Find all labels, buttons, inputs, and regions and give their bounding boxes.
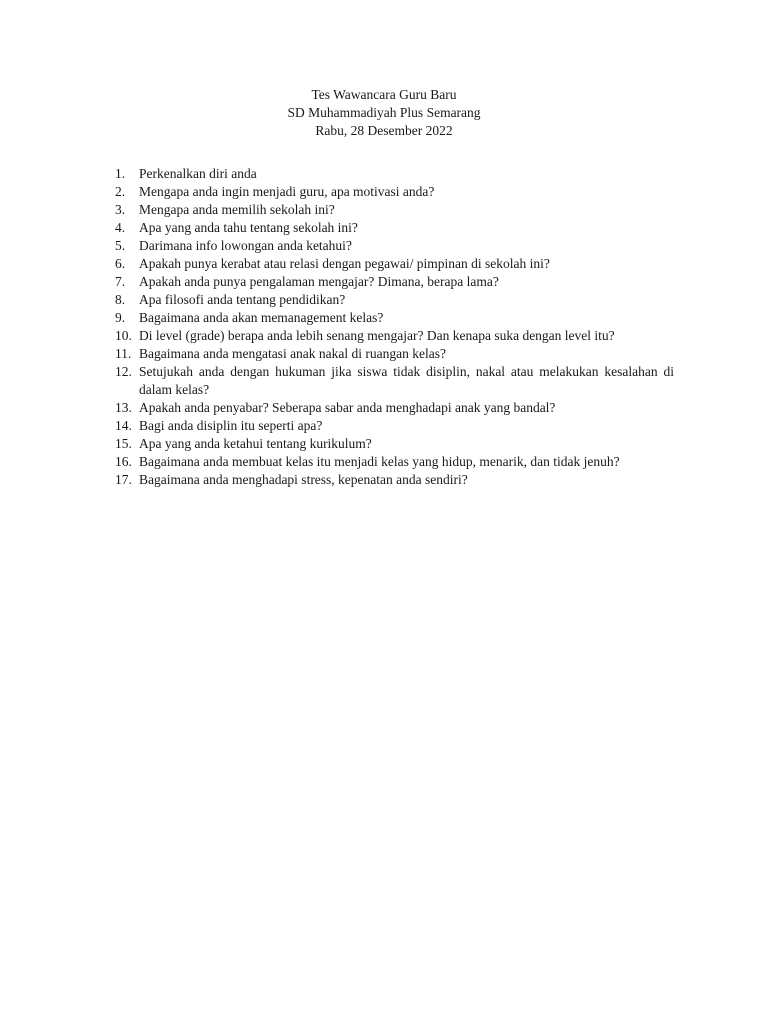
question-item-15 bbox=[115, 435, 674, 453]
question-item-6 bbox=[115, 255, 674, 273]
question-item-3 bbox=[115, 201, 674, 219]
question-item-12 bbox=[115, 363, 674, 399]
question-text: Mengapa anda ingin menjadi guru, apa motivasi anda? bbox=[139, 184, 435, 199]
question-item-14 bbox=[115, 417, 674, 435]
header-title: Tes Wawancara Guru Baru bbox=[311, 87, 457, 102]
question-item-4 bbox=[115, 219, 674, 237]
question-number: 17. bbox=[115, 472, 132, 487]
question-number: 10. bbox=[115, 328, 132, 343]
question-text: Apakah punya kerabat atau relasi dengan pegawai/ pimpinan di sekolah ini? bbox=[139, 256, 550, 271]
question-number: 15. bbox=[115, 436, 132, 451]
question-number: 6. bbox=[115, 256, 126, 271]
question-text: Perkenalkan diri anda bbox=[139, 166, 257, 181]
question-item-11 bbox=[115, 345, 674, 363]
question-item-8 bbox=[115, 291, 674, 309]
question-text: Apakah anda punya pengalaman mengajar? Dimana, berapa lama? bbox=[139, 274, 499, 289]
question-number: 14. bbox=[115, 418, 132, 433]
header-date: Rabu, 28 Desember 2022 bbox=[315, 123, 453, 138]
question-number: 5. bbox=[115, 238, 126, 253]
header-school: SD Muhammadiyah Plus Semarang bbox=[287, 105, 481, 120]
question-text: Di level (grade) berapa anda lebih senang mengajar? Dan kenapa suka dengan level itu? bbox=[139, 328, 615, 343]
question-text: Mengapa anda memilih sekolah ini? bbox=[139, 202, 335, 217]
question-item-10 bbox=[115, 327, 674, 345]
question-number: 9. bbox=[115, 310, 126, 325]
question-text: Apa yang anda tahu tentang sekolah ini? bbox=[139, 220, 358, 235]
question-text: Apa yang anda ketahui tentang kurikulum? bbox=[139, 436, 372, 451]
question-item-13 bbox=[115, 399, 674, 417]
question-item-7 bbox=[115, 273, 674, 291]
question-number: 1. bbox=[115, 166, 126, 181]
question-item-9 bbox=[115, 309, 674, 327]
question-item-17 bbox=[115, 471, 674, 489]
question-number: 13. bbox=[115, 400, 132, 415]
document-header bbox=[0, 86, 768, 140]
question-text: Bagaimana anda menghadapi stress, kepenatan anda sendiri? bbox=[139, 472, 468, 487]
question-number: 16. bbox=[115, 454, 132, 469]
question-item-16 bbox=[115, 453, 674, 471]
question-text: Apakah anda penyabar? Seberapa sabar anda menghadapi anak yang bandal? bbox=[139, 400, 556, 415]
question-text: Darimana info lowongan anda ketahui? bbox=[139, 238, 352, 253]
question-text: Setujukah anda dengan hukuman jika siswa tidak disiplin, nakal atau melakukan kesalahan di dalam kelas? bbox=[139, 364, 674, 397]
question-text: Bagaimana anda akan memanagement kelas? bbox=[139, 310, 384, 325]
question-text: Bagaimana anda mengatasi anak nakal di ruangan kelas? bbox=[139, 346, 446, 361]
question-item-2 bbox=[115, 183, 674, 201]
question-number: 11. bbox=[115, 346, 132, 361]
question-number: 3. bbox=[115, 202, 126, 217]
question-number: 8. bbox=[115, 292, 126, 307]
question-number: 2. bbox=[115, 184, 126, 199]
question-text: Bagi anda disiplin itu seperti apa? bbox=[139, 418, 323, 433]
question-text: Apa filosofi anda tentang pendidikan? bbox=[139, 292, 346, 307]
question-list bbox=[115, 165, 674, 489]
question-text: Bagaimana anda membuat kelas itu menjadi kelas yang hidup, menarik, dan tidak jenuh? bbox=[139, 454, 620, 469]
question-number: 12. bbox=[115, 364, 132, 379]
question-item-1 bbox=[115, 165, 674, 183]
question-number: 7. bbox=[115, 274, 126, 289]
question-item-5 bbox=[115, 237, 674, 255]
question-number: 4. bbox=[115, 220, 126, 235]
